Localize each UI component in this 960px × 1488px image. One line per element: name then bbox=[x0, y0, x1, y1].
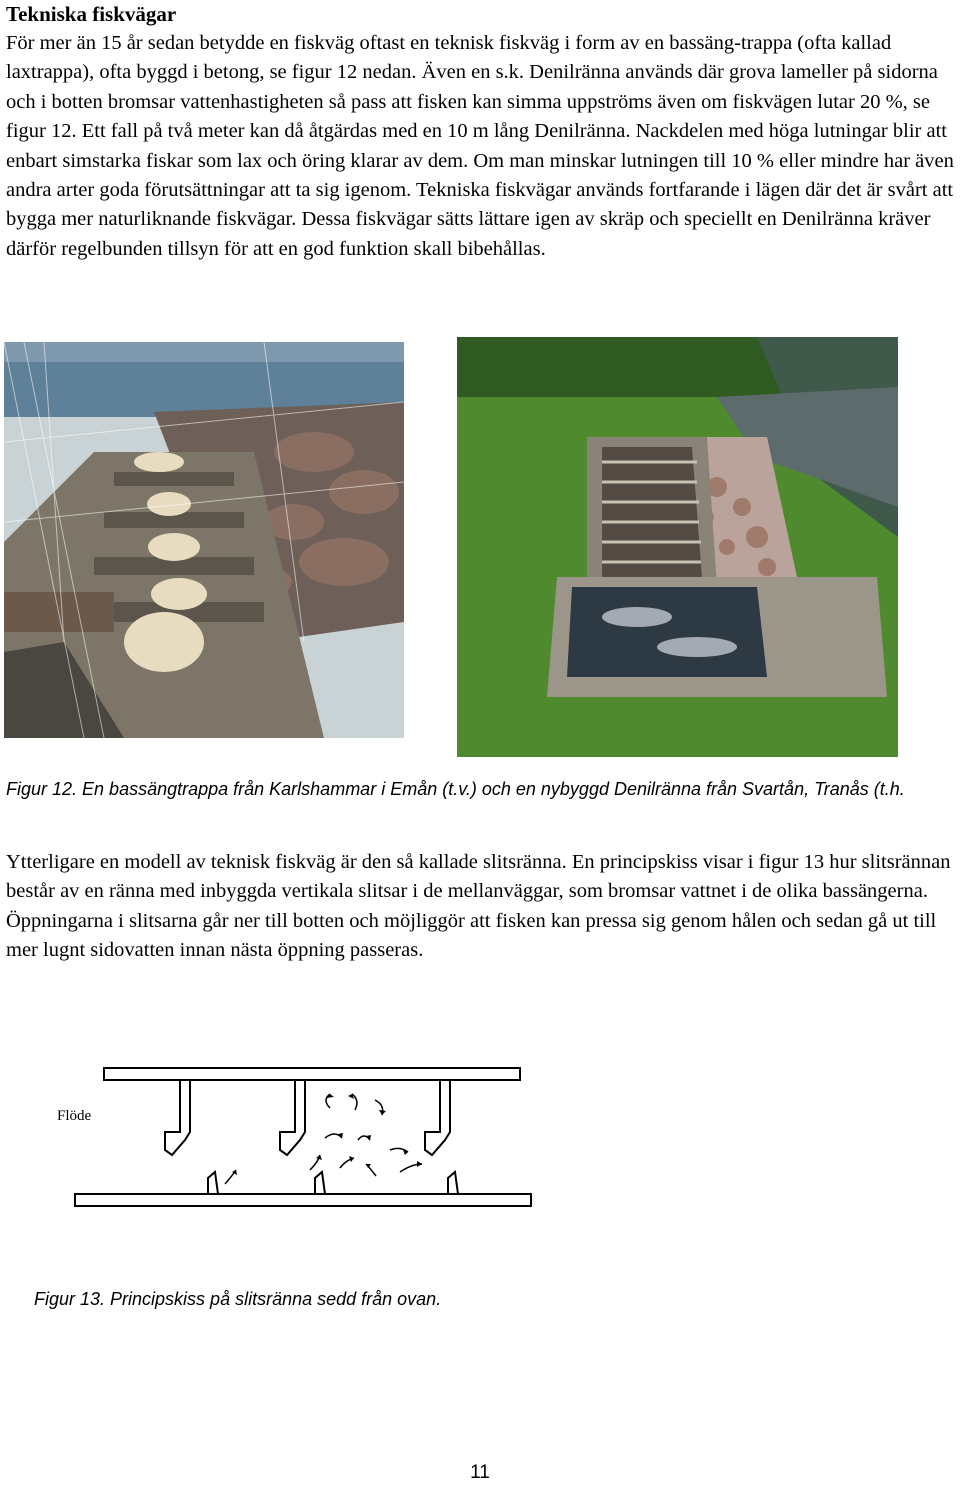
photo-denilranna bbox=[457, 337, 898, 757]
section-heading: Tekniska fiskvägar bbox=[6, 2, 177, 26]
intro-paragraph: För mer än 15 år sedan betydde en fiskväg oftast en teknisk fiskväg i form av en bassäng-trappa (ofta kallad laxtrappa), ofta byggd i betong, se figur 12 nedan. Även en s.k. Denilränna används där grova lameller på sidorna och i botten bromsar vattenhastigheten så pass att fisken kan simma uppströms även om fiskvägen lutar 20 %, se figur 12. Ett fall på två meter kan då åtgärdas med en 10 m lång Denilränna. Nackdelen med höga lutningar blir att enbart simstarka fiskar som lax och öring klarar av dem. Om man minskar lutningen till 10 % eller mindre har även andra arter goda förutsättningar att ta sig igenom. Tekniska fiskvägar används fortfarande i lägen där det är svårt att bygga mer naturliknande fiskvägar. Dessa fiskvägar sätts lättare igen av skräp och speciellt en Denilränna kräver därför regelbunden tillsyn för att en god funktion skall bibehållas. bbox=[6, 32, 954, 260]
photo-bassangtrappa bbox=[4, 342, 404, 738]
figure-13-caption: Figur 13. Principskiss på slitsränna sedd från ovan. bbox=[34, 1289, 442, 1309]
figure-12-caption: Figur 12. En bassängtrappa från Karlshammar i Emån (t.v.) och en nybyggd Denilränna från Svartån, Tranås (t.h. bbox=[6, 779, 905, 799]
slitsranna-paragraph: Ytterligare en modell av teknisk fiskväg är den så kallade slitsränna. En principskiss visar i figur 13 hur slitsrännan består av en ränna med inbyggda vertikala slitsar i de mellanväggar, som bromsar vattnet i de olika bassängerna. Öppningarna i slitsarna går ner till botten och möjliggör att fisken kan pressa sig genom hålen och sedan gå ut till mer lugnt sidovatten innan nästa öppning passeras. bbox=[6, 851, 951, 962]
slitsranna-diagram bbox=[40, 1060, 540, 1221]
page-number: 11 bbox=[470, 1462, 490, 1483]
flow-label: Flöde bbox=[57, 1108, 92, 1124]
